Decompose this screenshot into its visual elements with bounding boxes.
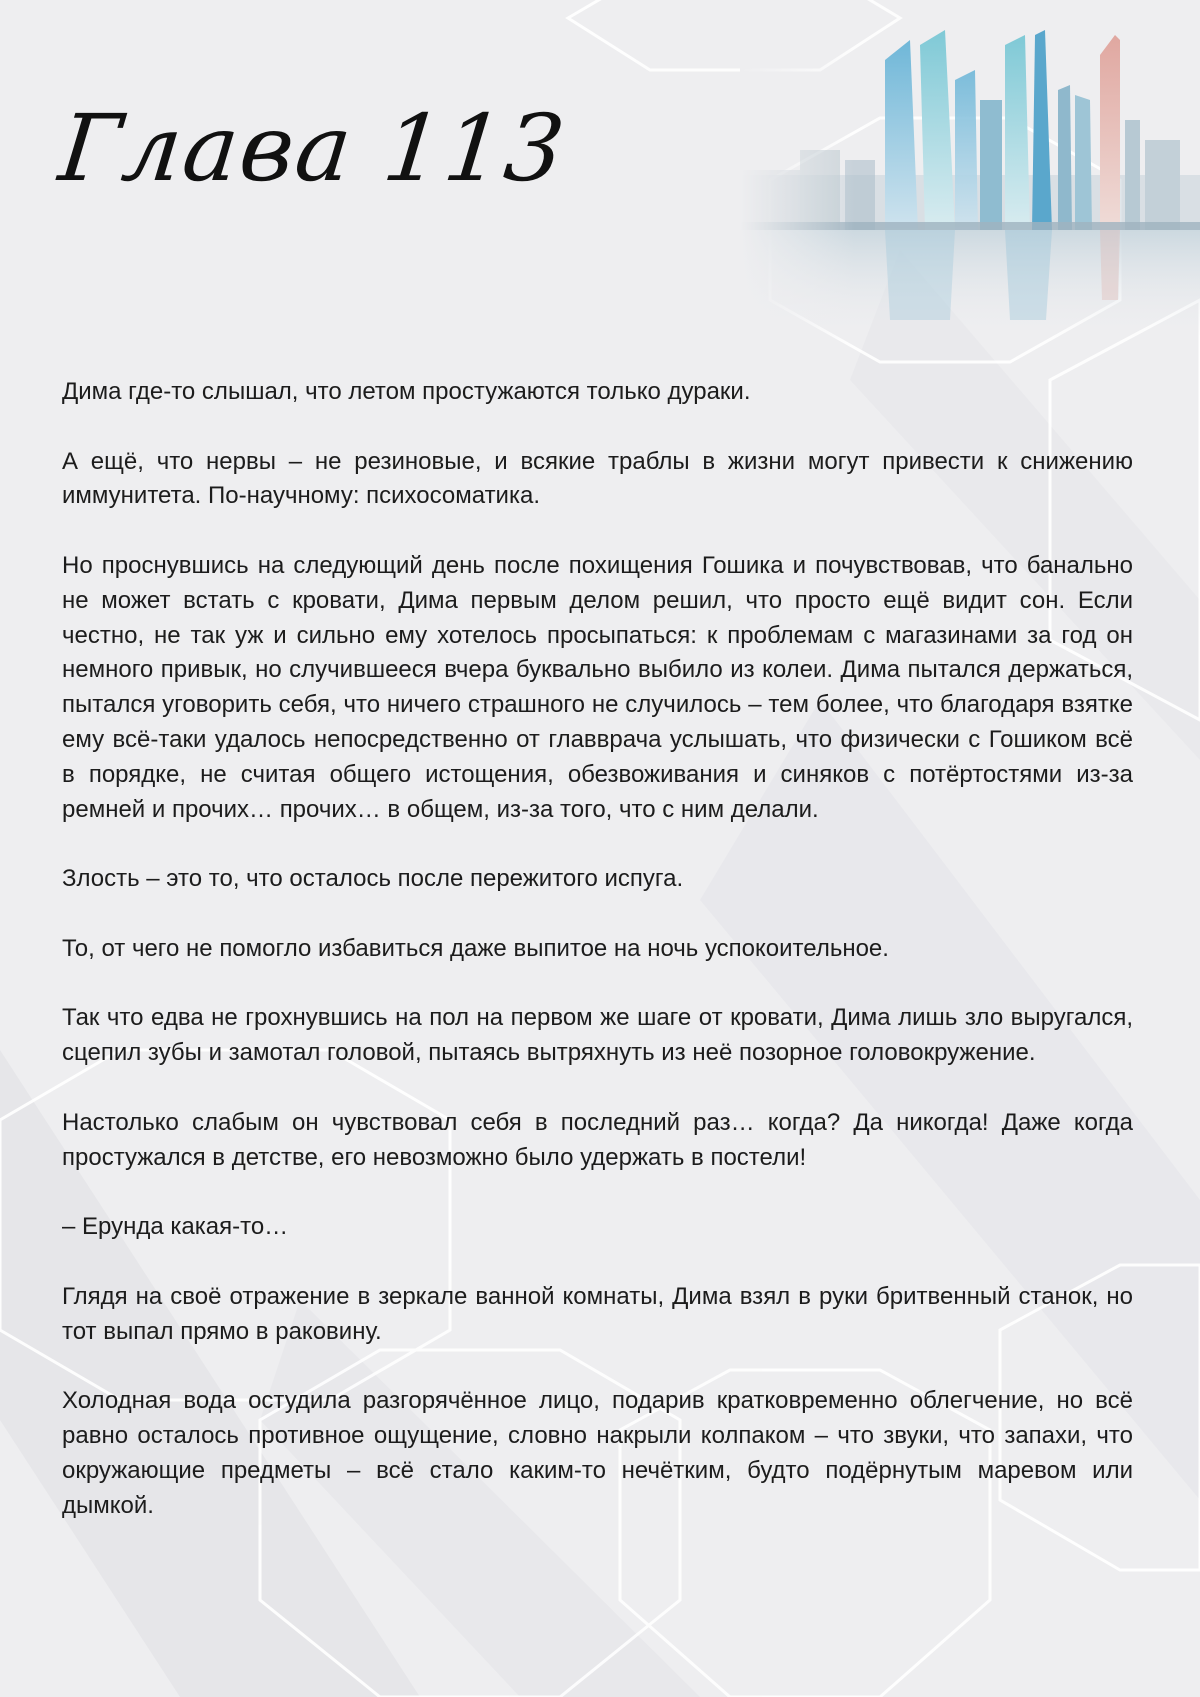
paragraph: Но проснувшись на следующий день после похищения Гошика и почувствовав, что банально не может встать с кровати, Дима первым делом решил, что просто ещё видит сон. Если честно, не так уж и сильно ему хотелось просыпаться: к проблемам с магазинами за год он немного привык, но случившееся вчера буквально выбило из колеи. Дима пытался держаться, пытался уговорить себя, что ничего страшного не случилось – тем более, что благодаря взятке ему всё-таки удалось непосредственно от главврача услышать, что физически с Гошиком всё в порядке, не считая общего истощения, обезвоживания и синяков с потёртостями из-за ремней и прочих… прочих… в общем, из-за того, что с ним делали. <box>62 551 1133 823</box>
paragraph: Настолько слабым он чувствовал себя в последний раз… когда? Да никогда! Даже когда простужался в детстве, его невозможно было удержать в постели! <box>62 1108 1133 1171</box>
paragraph: Глядя на своё отражение в зеркале ванной комнаты, Дима взял в руки бритвенный станок, но тот выпал прямо в раковину. <box>62 1282 1133 1345</box>
paragraph: Так что едва не грохнувшись на пол на первом же шаге от кровати, Дима лишь зло выругался, сцепил зубы и замотал головой, пытаясь вытряхнуть из неё позорное головокружение. <box>62 1004 1133 1067</box>
paragraph: Дима где-то слышал, что летом простужаются только дураки. <box>62 378 751 405</box>
paragraph: То, от чего не помогло избавиться даже выпитое на ночь успокоительное. <box>62 934 889 962</box>
paragraph: Злость – это то, что осталось после пережитого испуга. <box>62 865 684 893</box>
paragraph: Холодная вода остудила разгорячённое лицо, подарив кратковременно облегчение, но всё равно осталось противное ощущение, словно накрыли колпаком – что звуки, что запахи, что окружающие предметы – всё стало каким-то нечётким, будто подёрнутым маревом или дымкой. <box>62 1387 1133 1519</box>
city-skyline-illustration <box>740 0 1200 360</box>
chapter-text <box>62 375 1133 1523</box>
dialogue-line: – Ерунда какая-то… <box>62 1213 289 1241</box>
chapter-title: Глава 113 <box>54 95 572 202</box>
paragraph: А ещё, что нервы – не резиновые, и всякие траблы в жизни могут привести к снижению иммунитета. По-научному: психосоматика. <box>62 447 1133 510</box>
